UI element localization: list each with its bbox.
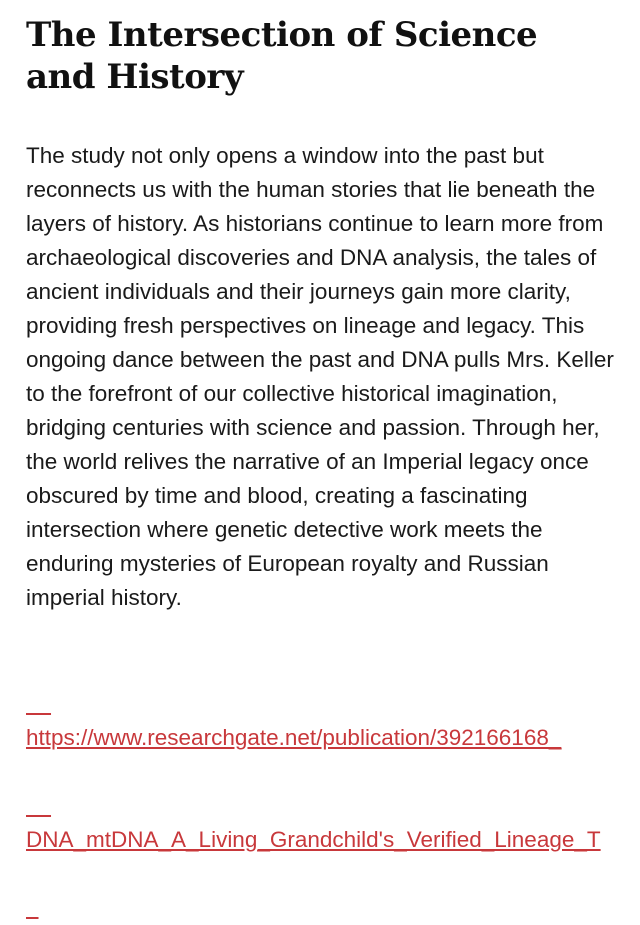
article — [26, 14, 640, 925]
article-title: The Intersection of Science and History — [26, 15, 538, 97]
article-paragraph: The study not only opens a window into the past but reconnects us with the human stories that lie beneath the layers of history. As historians continue to learn more from archaeological discoveries and DNA analysis, the tales of ancient individuals and their journeys gain more clarity, providing fresh perspectives on lineage and legacy. This ongoing dance between the past and DNA pulls Mrs. Keller to the forefront of our collective historical imagination, bridging centuries with science and passion. Through her, the world relives the narrative of an Imperial legacy once obscured by time and blood, creating a fascinating intersection where genetic detective work meets the enduring mysteries of European royalty and Russian imperial history. — [26, 143, 614, 610]
source-link[interactable] — [26, 653, 640, 925]
source-link-line-2[interactable]: DNA_mtDNA_A_Living_Grandchild's_Verified_Lineage_T — [26, 827, 601, 852]
source-link-line-1[interactable]: https://www.researchgate.net/publication/392166168_ — [26, 725, 562, 750]
